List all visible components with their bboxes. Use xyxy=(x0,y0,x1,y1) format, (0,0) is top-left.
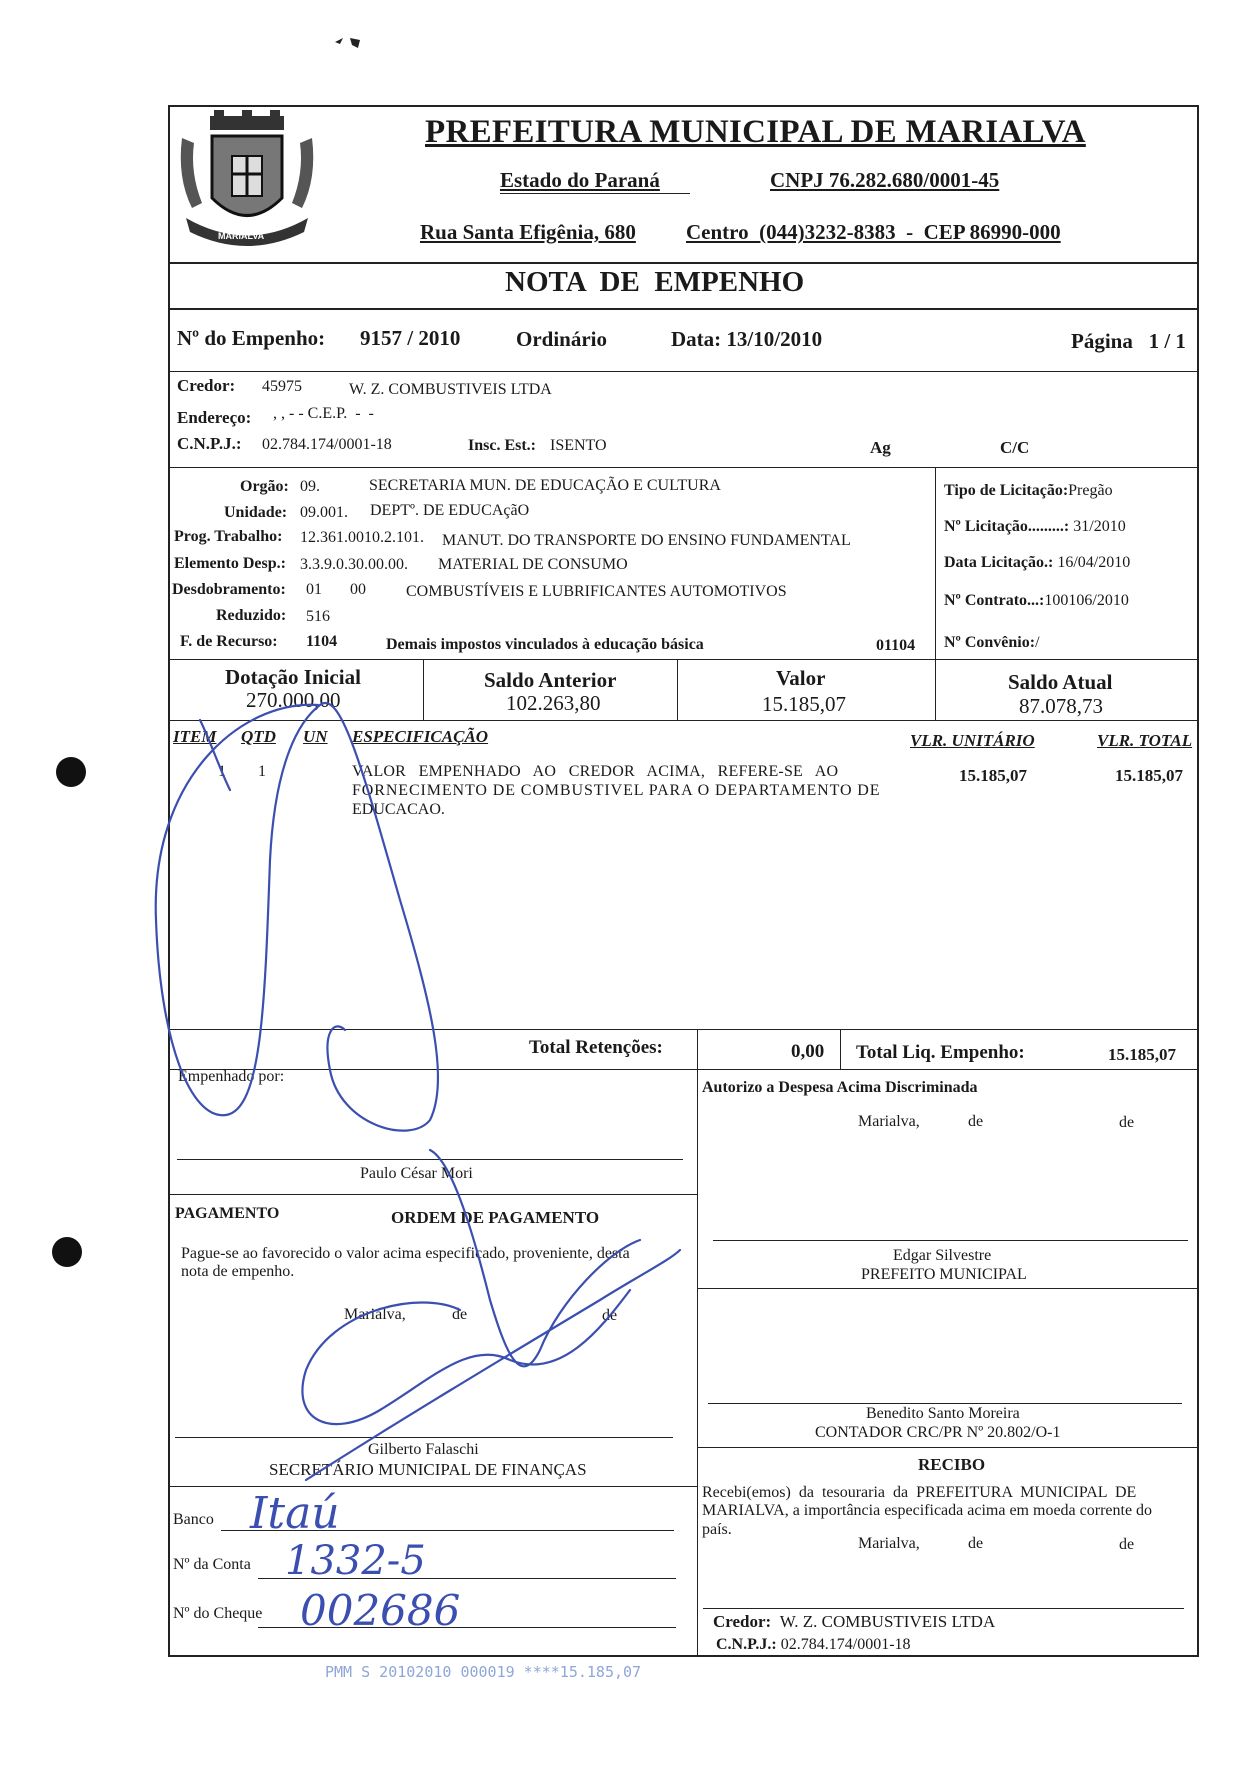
pagamento-text-1: Pague-se ao favorecido o valor acima especificado, proveniente, desta xyxy=(181,1245,630,1262)
item-spec-line2: FORNECIMENTO DE COMBUSTIVEL PARA O DEPARTAMENTO DE xyxy=(352,782,881,799)
contador-name: Benedito Santo Moreira xyxy=(866,1405,1020,1422)
empenho-date: Data: 13/10/2010 xyxy=(671,327,823,351)
recibo-cnpj xyxy=(716,1636,911,1654)
item-spec-line3: EDUCACAO. xyxy=(352,801,445,818)
prefeito-name: Edgar Silvestre xyxy=(893,1247,992,1264)
desdobramento-code: 01 00 xyxy=(306,581,366,598)
convenio-value: / xyxy=(1035,634,1040,651)
num-licitacao-label: Nº Licitação.........: xyxy=(944,518,1070,535)
num-licitacao-value: 31/2010 xyxy=(1073,518,1126,535)
secretario-role: SECRETÁRIO MUNICIPAL DE FINANÇAS xyxy=(269,1460,587,1479)
tipo-licitacao-label-text: Tipo de Licitação: xyxy=(944,482,1069,499)
valor-label: Valor xyxy=(776,666,826,690)
total-liq-value: 15.185,07 xyxy=(1108,1045,1176,1064)
totals-divider xyxy=(168,1069,1199,1070)
item-quantity: 1 xyxy=(258,763,266,780)
empenho-number: 9157 / 2010 xyxy=(360,326,461,350)
recibo-city: Marialva, xyxy=(858,1535,920,1552)
recibo-text-3: país. xyxy=(702,1521,732,1538)
contrato-label: Nº Contrato...: xyxy=(944,592,1045,609)
document-title: NOTA DE EMPENHO xyxy=(505,266,805,298)
convenio-row xyxy=(944,634,1040,652)
licitacao-separator xyxy=(935,467,936,659)
reduzido-value: 516 xyxy=(306,608,330,625)
saldo-sep-1 xyxy=(423,659,424,720)
dotacao-value: 270.000,00 xyxy=(246,688,341,712)
tipo-licitacao-value: Pregão xyxy=(1068,482,1113,499)
cheque-handwritten: 002686 xyxy=(300,1586,461,1635)
banco-label: Banco xyxy=(173,1511,214,1528)
contrato-value: 100106/2010 xyxy=(1044,592,1129,609)
cnpj-value: 02.784.174/0001-18 xyxy=(262,436,392,453)
elemento-name: MATERIAL DE CONSUMO xyxy=(438,556,628,573)
cheque-label: Nº do Cheque xyxy=(173,1605,263,1622)
items-bottom-divider xyxy=(168,1029,1199,1030)
contador-signature-line xyxy=(708,1403,1182,1404)
item-number: 1 xyxy=(218,763,226,780)
fonte-description: Demais impostos vinculados à educação básica xyxy=(386,636,704,653)
item-unit-value: 15.185,07 xyxy=(959,766,1027,785)
autorizo-label: Autorizo a Despesa Acima Discriminada xyxy=(702,1079,978,1096)
saldo-sep-2 xyxy=(677,659,678,720)
street-address: Rua Santa Efigênia, 680 xyxy=(420,220,636,244)
prog-label: Prog. Trabalho: xyxy=(174,528,283,545)
data-licitacao-label: Data Licitação.: xyxy=(944,554,1054,571)
saldo-anterior-value: 102.263,80 xyxy=(506,691,601,715)
unidade-name: DEPTº. DE EDUCAçãO xyxy=(370,502,530,519)
prog-name: MANUT. DO TRANSPORTE DO ENSINO FUNDAMENTAL xyxy=(442,532,851,549)
data-licitacao-value: 16/04/2010 xyxy=(1057,554,1131,571)
tipo-licitacao-label xyxy=(944,482,1113,500)
page-number: Página 1 / 1 xyxy=(1071,329,1186,353)
conta-handwritten: 1332-5 xyxy=(285,1538,426,1584)
retencoes-label: Total Retenções: xyxy=(529,1037,663,1058)
orcamento-divider xyxy=(168,659,1199,660)
header-divider xyxy=(168,262,1199,264)
empenhado-signature-line xyxy=(177,1159,683,1160)
pagamento-label: PAGAMENTO xyxy=(175,1205,280,1222)
lower-center-separator xyxy=(697,1069,698,1657)
banco-handwritten: Itaú xyxy=(250,1488,340,1539)
recibo-credor-name: W. Z. COMBUSTIVEIS LTDA xyxy=(779,1612,996,1631)
state-name: Estado do Paraná xyxy=(500,168,660,192)
orgao-name: SECRETARIA MUN. DE EDUCAÇÃO E CULTURA xyxy=(369,477,721,494)
credor-divider xyxy=(168,467,1199,468)
empenho-number-label: Nº do Empenho: xyxy=(177,326,326,350)
autorizo-city: Marialva, xyxy=(858,1113,920,1130)
col-header-especificacao: ESPECIFICAÇÃO xyxy=(352,727,489,746)
state-underline xyxy=(500,193,690,194)
col-header-item: ITEM xyxy=(173,727,217,746)
recibo-cnpj-value: 02.784.174/0001-18 xyxy=(780,1636,911,1653)
elemento-code: 3.3.9.0.30.00.00. xyxy=(300,556,408,573)
unidade-code: 09.001. xyxy=(300,504,348,521)
empenhado-divider xyxy=(168,1194,697,1195)
saldo-sep-3 xyxy=(935,659,936,720)
address-value: , , - - C.E.P. - - xyxy=(273,405,374,422)
pagamento-text-2: nota de empenho. xyxy=(181,1263,295,1280)
cc-label: C/C xyxy=(1000,438,1030,457)
punch-hole-bottom xyxy=(52,1237,82,1267)
num-licitacao-row xyxy=(944,518,1126,536)
recibo-cnpj-label: C.N.P.J.: xyxy=(716,1636,777,1653)
secretario-divider xyxy=(168,1486,697,1487)
contador-divider xyxy=(697,1447,1199,1448)
pagamento-de-1: de xyxy=(452,1306,468,1323)
credor-code: 45975 xyxy=(262,378,302,395)
district-phone-cep: Centro (044)3232-8383 - CEP 86990-000 xyxy=(686,220,1061,244)
ag-label: Ag xyxy=(870,438,891,457)
recibo-text-2: MARIALVA, a importância especificada acima em moeda corrente do xyxy=(702,1502,1153,1519)
pagamento-de-2: de xyxy=(602,1307,618,1324)
mechanical-stamp: PMM S 20102010 000019 ****15.185,07 xyxy=(325,1663,642,1681)
credor-label: Credor: xyxy=(177,376,236,395)
municipality-title: PREFEITURA MUNICIPAL DE MARIALVA xyxy=(425,114,1086,150)
item-total-value: 15.185,07 xyxy=(1115,766,1183,785)
item-spec-line1: VALOR EMPENHADO AO CREDOR ACIMA, REFERE-SE AO xyxy=(352,763,839,780)
unidade-label: Unidade: xyxy=(224,504,288,521)
saldo-anterior-label: Saldo Anterior xyxy=(484,668,617,692)
prefeito-signature-line xyxy=(713,1240,1188,1241)
fonte-number: 01104 xyxy=(876,637,916,654)
convenio-label: Nº Convênio: xyxy=(944,634,1036,651)
recibo-de-2: de xyxy=(1119,1536,1135,1553)
empenho-divider xyxy=(168,371,1199,372)
fonte-label: F. de Recurso: xyxy=(180,633,278,650)
saldo-atual-label: Saldo Atual xyxy=(1008,670,1113,694)
empenhado-por-label: Empenhado por: xyxy=(178,1068,285,1085)
desdobramento-label: Desdobramento: xyxy=(172,581,286,598)
punch-hole-top xyxy=(56,757,86,787)
empenhado-por-name: Paulo César Mori xyxy=(360,1165,473,1182)
totals-sep-1 xyxy=(697,1029,698,1069)
prefeito-role: PREFEITO MUNICIPAL xyxy=(861,1266,1027,1283)
col-header-unit-value: VLR. UNITÁRIO xyxy=(910,731,1035,750)
recibo-signature-line xyxy=(703,1608,1184,1609)
col-header-un: UN xyxy=(303,727,328,746)
col-header-total-value: VLR. TOTAL xyxy=(1097,731,1193,750)
saldos-divider xyxy=(168,720,1199,721)
insc-value: ISENTO xyxy=(550,437,607,454)
autorizo-de-1: de xyxy=(968,1113,984,1130)
municipality-cnpj: CNPJ 76.282.680/0001-45 xyxy=(770,168,1000,192)
total-liq-label: Total Liq. Empenho: xyxy=(856,1042,1025,1063)
title-divider xyxy=(168,308,1199,310)
cnpj-label: C.N.P.J.: xyxy=(177,434,242,453)
totals-sep-2 xyxy=(840,1029,841,1069)
orgao-code: 09. xyxy=(300,478,320,495)
recibo-de-1: de xyxy=(968,1535,984,1552)
desdobramento-name: COMBUSTÍVEIS E LUBRIFICANTES AUTOMOTIVOS xyxy=(406,583,787,600)
recibo-label: RECIBO xyxy=(918,1455,986,1474)
pagamento-city: Marialva, xyxy=(344,1306,406,1323)
conta-label: Nº da Conta xyxy=(173,1556,251,1573)
orgao-label: Orgão: xyxy=(240,478,289,495)
dotacao-label: Dotação Inicial xyxy=(225,665,361,689)
ordem-pagamento-label: ORDEM DE PAGAMENTO xyxy=(391,1208,600,1227)
secretario-signature-line xyxy=(175,1437,673,1438)
recibo-credor xyxy=(713,1612,995,1632)
contrato-row xyxy=(944,592,1129,610)
contador-role: CONTADOR CRC/PR Nº 20.802/O-1 xyxy=(815,1424,1061,1441)
col-header-qtd: QTD xyxy=(241,727,276,746)
prog-code: 12.361.0010.2.101. xyxy=(300,529,424,546)
logo-banner-text: MARIALVA xyxy=(218,231,265,241)
recibo-text-1: Recebi(emos) da tesouraria da PREFEITURA MUNICIPAL DE xyxy=(702,1484,1137,1501)
elemento-label: Elemento Desp.: xyxy=(174,555,286,572)
secretario-name: Gilberto Falaschi xyxy=(368,1441,479,1458)
reduzido-label: Reduzido: xyxy=(216,607,287,624)
saldo-atual-value: 87.078,73 xyxy=(1019,694,1103,718)
insc-label: Insc. Est.: xyxy=(468,437,537,454)
valor-value: 15.185,07 xyxy=(762,692,846,716)
prefeito-divider xyxy=(697,1288,1199,1289)
fonte-code: 1104 xyxy=(306,633,338,650)
empenho-type: Ordinário xyxy=(516,327,608,351)
credor-name: W. Z. COMBUSTIVEIS LTDA xyxy=(349,381,552,398)
autorizo-de-2: de xyxy=(1119,1114,1135,1131)
data-licitacao-row xyxy=(944,554,1130,572)
retencoes-value: 0,00 xyxy=(791,1041,825,1062)
recibo-credor-label: Credor: xyxy=(713,1612,772,1631)
address-label: Endereço: xyxy=(177,408,252,427)
